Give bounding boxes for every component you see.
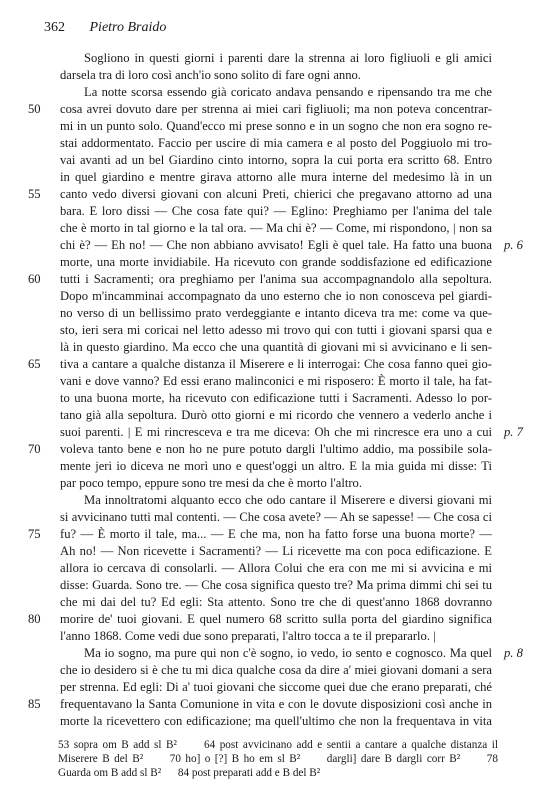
apparatus-line: 53 sopra om B add sl B² 64 post avvicinano add e sentii a cantare a qualche distanza il [58,739,498,751]
text-line: Dopo m'incamminai accompagnato da uno esterno che io non conosceva pel giardi- [60,289,492,303]
text-line: stai addormentato. Faccio per uscire di mia camera e al posto del Poggiuolo mi tro- [60,136,492,150]
text-line: per strenna. Ed egli: Di a' tuoi giovani che siccome quei due che erano preparati, ché [60,680,492,694]
apparatus-line: Miserere B del B² 70 ho] o [?] B ho em sl B² dargli] dare B dargli corr B² 78 [58,753,498,765]
text-line: mente jeri io diceva ne morì uno e quest'oggi un altro. E la mia guida mi disse: Ti [60,459,492,473]
text-line: morte, una morte invidiabile. Ha ricevuto con grande soddisfazione ed edificazione [60,255,492,269]
page-reference-mark: p. 8 [504,646,523,660]
text-line: cosa avrei dovuto dare per strenna ai miei cari figliuoli; ma non poteva concentrar- [60,102,492,116]
text-line: tano già alla sepoltura. Durò otto giorni e mi ricordo che vennero a vederlo anche i [60,408,492,422]
line-number: 60 [28,272,41,286]
text-line: morte la ricevettero con edificazione; ma quell'ultimo che non la frequentava in vita [60,714,492,728]
text-line: mi in un punto solo. Quand'ecco mi prese sonno e in un sogno che non era sogno re- [60,119,492,133]
text-line: Ma innoltratomi alquanto ecco che odo cantare il Miserere e diversi giovani mi [84,493,492,507]
line-number: 50 [28,102,41,116]
text-line: in quel giardino e mentre girava attorno alle mura interne del medesimo là in un [60,170,492,184]
text-line: vai avanti ad un bel Giardino cinto intorno, sopra la cui porta era scritto 68. Entro [60,153,492,167]
text-line: si avvicinano tutti mal contenti. — Che cosa avete? — Ah se sapesse! — Che cosa ci [60,510,492,524]
text-line: bara. E loro dissi — Che cosa fate qui? — Eglino: Preghiamo per l'anima del tale [60,204,492,218]
critical-apparatus [58,738,498,780]
text-line: suoi parenti. | E mi rincresceva e tra me diceva: Oh che mi rincresce era uno a cui [60,425,492,439]
running-author: Pietro Braido [89,20,167,35]
text-line: darsela tra di loro così anch'io sono solito di fare ogni anno. [60,68,361,82]
page-reference-mark: p. 6 [504,238,523,252]
text-line: frequentavano la Santa Comunione in vita e con le dovute disposizioni così anche in [60,697,492,711]
page-header [44,20,166,36]
line-number: 65 [28,357,41,371]
text-line: là in questo giardino. Ma ecco che una quantità di giovani mi si avvicinano e li sen- [60,340,492,354]
text-line: che mi dai del tu? Ed egli: Sta attento. Sono tre che di quest'anno 1868 dovranno [60,595,492,609]
line-number: 75 [28,527,41,541]
page-reference-mark: p. 7 [504,425,523,439]
line-number: 80 [28,612,41,626]
text-line: tiva a cantare a qualche distanza il Miserere e li interrogai: Che cosa fanno quei gio- [60,357,492,371]
text-line: che io desidero si è che tu mi dica qualche cosa da dire a' miei giovani domani a sera [60,663,492,677]
text-line: che è morto in tal giorno e la tal ora. — Ma chi è? — Come, mi rispondono, | non sa [60,221,492,235]
text-line: Ma io sogno, ma pure qui non c'è sogno, io vedo, io sento e cognosco. Ma quel [84,646,492,660]
text-line: chi è? — Eh no! — Che non abbiano avvisato! Egli è quel tale. Ha fatto una buona [60,238,492,252]
text-line: par poco tempo, eppure sono tre mesi da che è morto l'altro. [60,476,362,490]
line-number: 85 [28,697,41,711]
text-line: fu? — È morto il tale, ma... — E che ma, non ha fatto forse una buona morte? — [60,527,492,541]
text-line: Ah no! — Non ricevette i Sacramenti? — Li ricevette ma con poca edificazione. E [60,544,492,558]
text-line: Sogliono in questi giorni i parenti dare la strenna ai loro figliuoli e gli amici [84,51,492,65]
text-line: tutti i Sacramenti; ora preghiamo per l'anima sua accompagnandolo alla sepoltura. [60,272,492,286]
line-number: 55 [28,187,41,201]
text-line: voleva tanto bene e non ho ne pure potuto dargli l'ultimo addio, ma possibile sola- [60,442,492,456]
text-line: canto vedo diversi giovani con alcuni Preti, chierici che pregavano attorno ad una [60,187,492,201]
text-line: to una buona morte, ha ricevuto con edificazione tutti i Sacramenti. Adesso lo por- [60,391,492,405]
text-line: sto, ieri sera mi coricai nel letto adesso mi trovo qui con tutti i giovani sparsi qua e [60,323,492,337]
apparatus-line: Guarda om B add sl B² 84 post preparati add e B del B² [58,767,321,779]
text-line: La notte scorsa essendo già coricato andava pensando e ripensando tra me che [84,85,492,99]
text-line: vani e dove vanno? Ed essi erano malinconici e mi risposero: È morto il tale, ha fat- [60,374,492,388]
text-line: morire de' tuoi giovani. E quel numero 68 scritto sulla porta del giardino significa [60,612,492,626]
line-number: 70 [28,442,41,456]
text-line: allora io cercava di consolarli. — Allora Colui che era con me mi si avvicina e mi [60,561,492,575]
text-line: disse: Guarda. Sono tre. — Che cosa significa questo tre? Ma prima dimmi chi sei tu [60,578,492,592]
text-line: no verso di un bellissimo prato verdeggiante e intanto diceva tra me: come va que- [60,306,492,320]
text-line: l'anno 1868. Come vedi due sono preparati, l'altro tocca a te il prepararlo. | [60,629,436,643]
page-number: 362 [44,20,65,35]
